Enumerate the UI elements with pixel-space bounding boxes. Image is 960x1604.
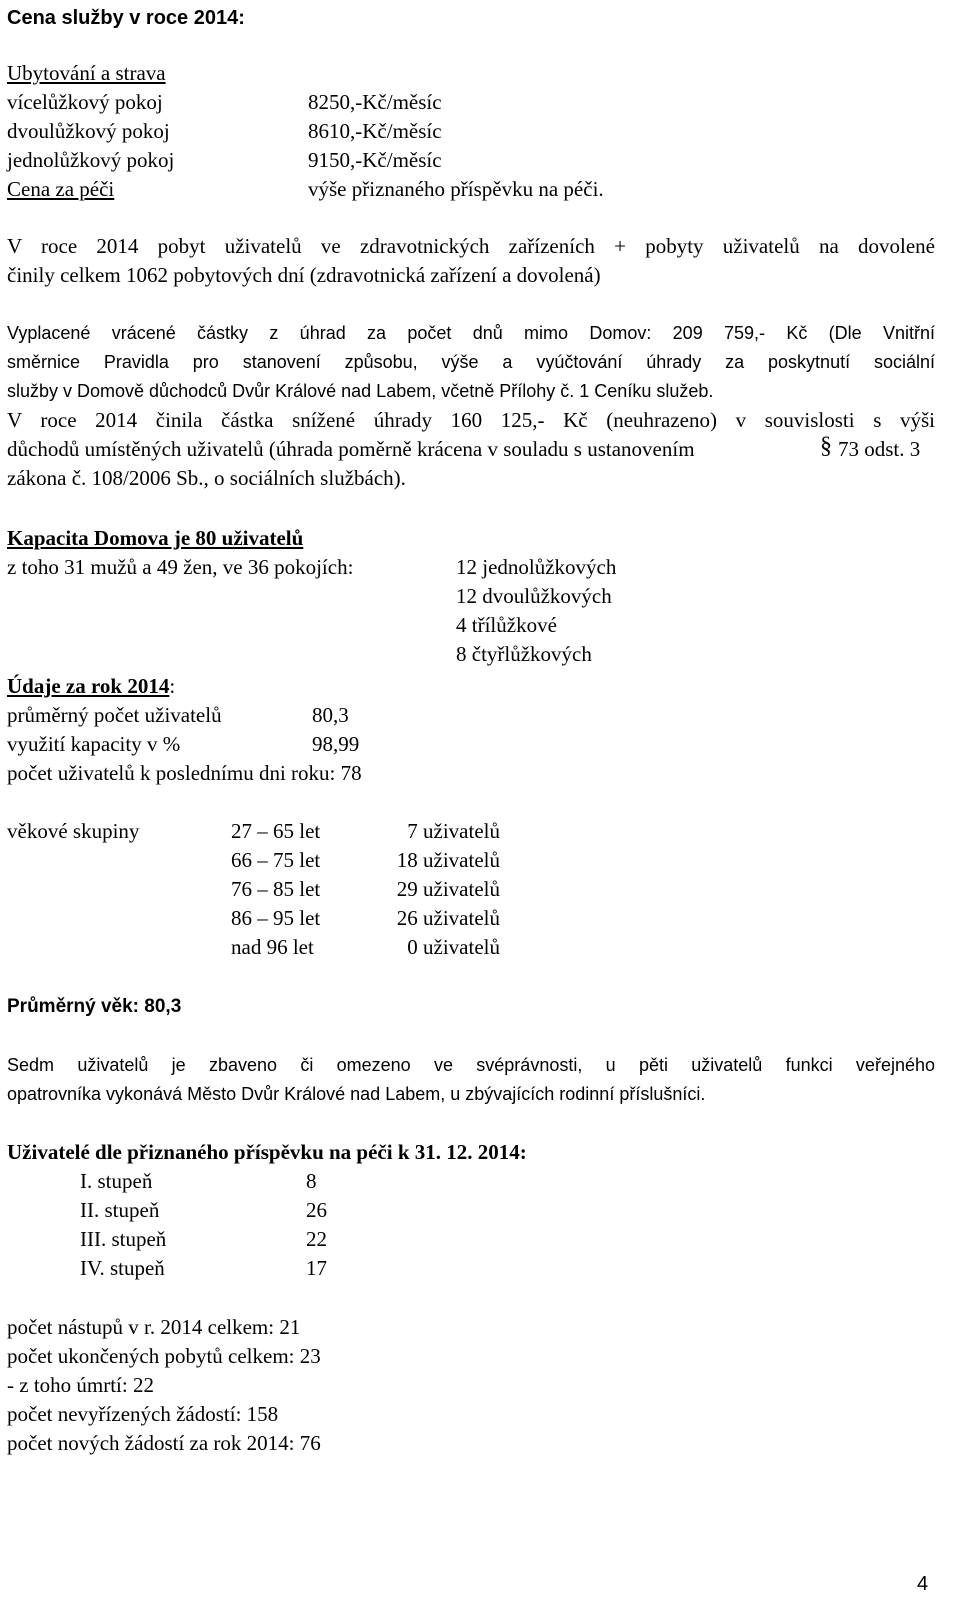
avg-users-value: 80,3 [312,703,349,727]
guardianship-paragraph-line: opatrovníka vykonává Město Dvůr Králové nad Labem, u zbývajících rodinní příslušníci. [7,1084,706,1104]
age-range: 76 – 85 let [231,877,321,901]
care-grade: IV. stupeň [80,1256,165,1280]
refunds-paragraph-line: směrnice Pravidla pro stanovení způsobu, výše a vyúčtování úhrady za poskytnutí sociální [7,352,935,372]
care-grade: II. stupeň [80,1198,160,1222]
care-grade-count: 8 [306,1169,317,1193]
age-range: 27 – 65 let [231,819,321,843]
age-range: 66 – 75 let [231,848,321,872]
year-end-count: počet uživatelů k poslednímu dni roku: 78 [7,761,362,785]
price-heading: Cena služby v roce 2014: [7,7,245,29]
room-count: 8 čtyřlůžkových [456,642,592,666]
care-allowance-title: Uživatelé dle přiznaného příspěvku na péči k 31. 12. 2014: [7,1140,527,1164]
stat-line: - z toho úmrtí: 22 [7,1373,154,1397]
room-price: 8610,-Kč/měsíc [308,119,442,143]
section-sign-icon: § [820,433,832,459]
room-price: 8250,-Kč/měsíc [308,90,442,114]
age-range: nad 96 let [231,935,314,959]
stat-line: počet nástupů v r. 2014 celkem: 21 [7,1315,301,1339]
page-number: 4 [917,1573,929,1595]
utilization-value: 98,99 [312,732,360,756]
stat-line: počet ukončených pobytů celkem: 23 [7,1344,321,1368]
age-count: 26 uživatelů [396,906,500,930]
room-label: jednolůžkový pokoj [7,148,175,172]
year-data-title [7,672,175,701]
room-label: dvoulůžkový pokoj [7,119,170,143]
refunds-paragraph-line: služby v Domově důchodců Dvůr Králové nad Labem, včetně Přílohy č. 1 Ceníku služeb. [7,381,714,401]
age-count: 18 uživatelů [396,848,500,872]
room-count: 4 třílůžkové [456,613,557,637]
accommodation-title: Ubytování a strava [7,61,166,85]
care-price-value: výše přiznaného příspěvku na péči. [308,177,604,201]
avg-users-label: průměrný počet uživatelů [7,703,222,727]
stays-paragraph-line: V roce 2014 pobyt uživatelů ve zdravotnických zařízeních + pobyty uživatelů na dovolené [7,234,935,258]
refunds-paragraph-line: Vyplacené vrácené částky z úhrad za počet dnů mimo Domov: 209 759,- Kč (Dle Vnitřní [7,323,935,343]
room-count: 12 dvoulůžkových [456,584,612,608]
year-data-title-bold: Údaje za rok 2014 [7,674,170,698]
reduced-paragraph-ref: 73 odst. 3 [838,437,921,461]
average-age: Průměrný věk: 80,3 [7,996,182,1017]
capacity-title: Kapacita Domova je 80 uživatelů [7,526,304,550]
room-price: 9150,-Kč/měsíc [308,148,442,172]
room-count: 12 jednolůžkových [456,555,617,579]
care-grade-count: 17 [306,1256,327,1280]
room-label: vícelůžkový pokoj [7,90,163,114]
care-grade: I. stupeň [80,1169,153,1193]
stat-line: počet nevyřízených žádostí: 158 [7,1402,279,1426]
care-grade: III. stupeň [80,1227,167,1251]
reduced-paragraph-line: zákona č. 108/2006 Sb., o sociálních službách). [7,466,406,490]
age-count: 29 uživatelů [396,877,500,901]
age-groups-label: věkové skupiny [7,819,140,843]
stays-paragraph-line: činily celkem 1062 pobytových dní (zdravotnická zařízení a dovolená) [7,263,601,287]
care-grade-count: 22 [306,1227,327,1251]
reduced-paragraph-line: V roce 2014 činila částka snížené úhrady 160 125,- Kč (neuhrazeno) v souvislosti s výši [7,408,935,432]
stat-line: počet nových žádostí za rok 2014: 76 [7,1431,321,1455]
age-count: 7 uživatelů [407,819,500,843]
age-count: 0 uživatelů [407,935,500,959]
care-grade-count: 26 [306,1198,327,1222]
care-price-label: Cena za péči [7,177,115,201]
guardianship-paragraph-line: Sedm uživatelů je zbaveno či omezeno ve svéprávnosti, u pěti uživatelů funkci veřejného [7,1055,935,1075]
capacity-subtitle: z toho 31 mužů a 49 žen, ve 36 pokojích: [7,555,354,579]
reduced-paragraph-line: důchodů umístěných uživatelů (úhrada poměrně krácena v souladu s ustanovením [7,437,695,461]
year-data-title-colon: : [169,674,176,698]
utilization-label: využití kapacity v % [7,732,181,756]
age-range: 86 – 95 let [231,906,321,930]
